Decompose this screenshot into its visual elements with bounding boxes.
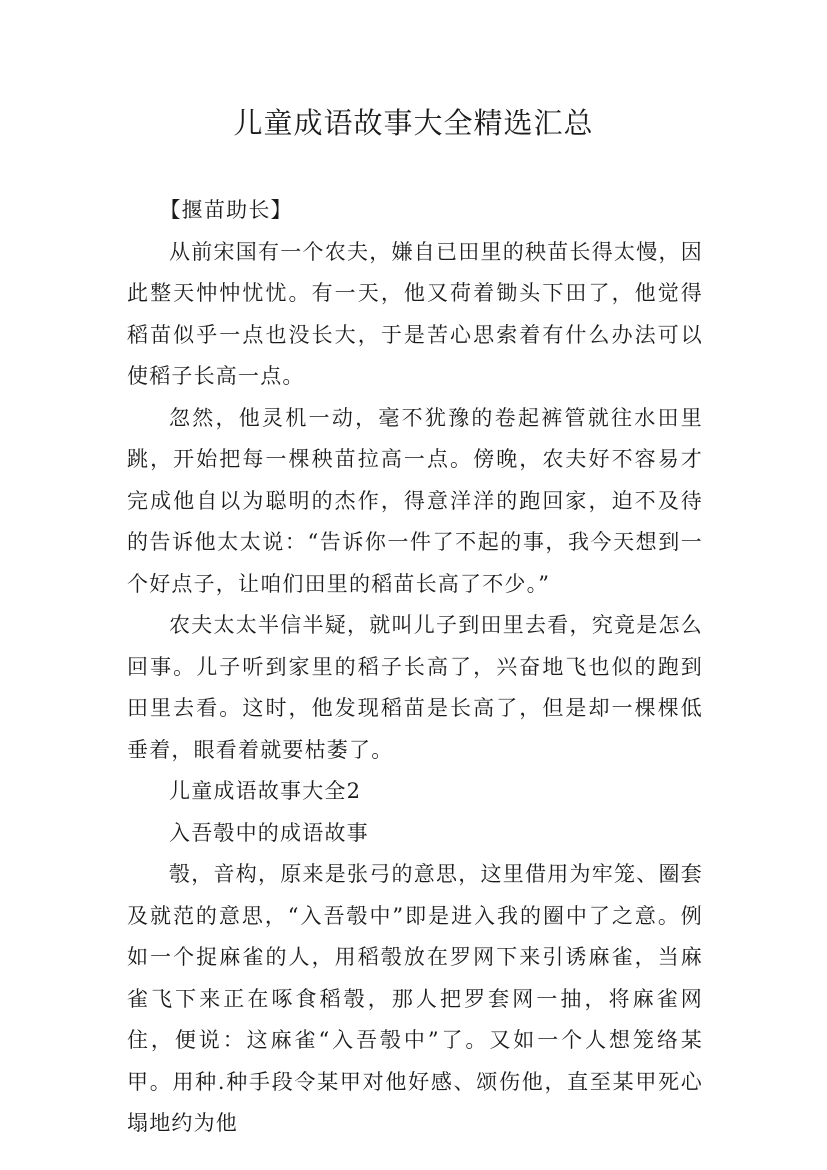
paragraph: 忽然，他灵机一动，毫不犹豫的卷起裤管就往水田里跳，开始把每一棵秧苗拉高一点。傍晚，农夫好不容易才完成他自以为聪明的杰作，得意洋洋的跑回家，迫不及待的告诉他太太说：“告诉你一件了不起的事，我今天想到一个好点子，让咱们田里的稻苗长高了不少。” xyxy=(127,405,703,596)
section-heading-part2: 儿童成语故事大全2 xyxy=(169,779,362,803)
paragraph: 彀，音构，原来是张弓的意思，这里借用为牢笼、圈套及就范的意思，“入吾彀中”即是进入我的圈中了之意。例如一个捉麻雀的人，用稻彀放在罗网下来引诱麻雀，当麻雀飞下来正在啄食稻彀，那人把罗套网一抽，将麻雀网住，便说：这麻雀“入吾彀中”了。又如一个人想笼络某甲。用种.种手段令某甲对他好感、颂伤他，直至某甲死心塌地约为他 xyxy=(127,862,703,1135)
document-body xyxy=(127,190,703,1145)
document-title: 儿童成语故事大全精选汇总 xyxy=(233,106,594,140)
section-heading-story: 入吾彀中的成语故事 xyxy=(169,820,369,845)
paragraph: 从前宋国有一个农夫，嫌自已田里的秧苗长得太慢，因此整天忡忡忧忧。有一天，他又荷着锄头下田了，他觉得稻苗似乎一点也没长大，于是苦心思索着有什么办法可以使稻子长高一点。 xyxy=(127,239,703,388)
paragraph: 农夫太太半信半疑，就叫儿子到田里去看，究竟是怎么回事。儿子听到家里的稻子长高了，兴奋地飞也似的跑到田里去看。这时，他发现稻苗是长高了，但是却一棵棵低垂着，眼看着就要枯萎了。 xyxy=(127,613,703,762)
section-heading-yamiao: 【揠苗助长】 xyxy=(159,198,293,222)
